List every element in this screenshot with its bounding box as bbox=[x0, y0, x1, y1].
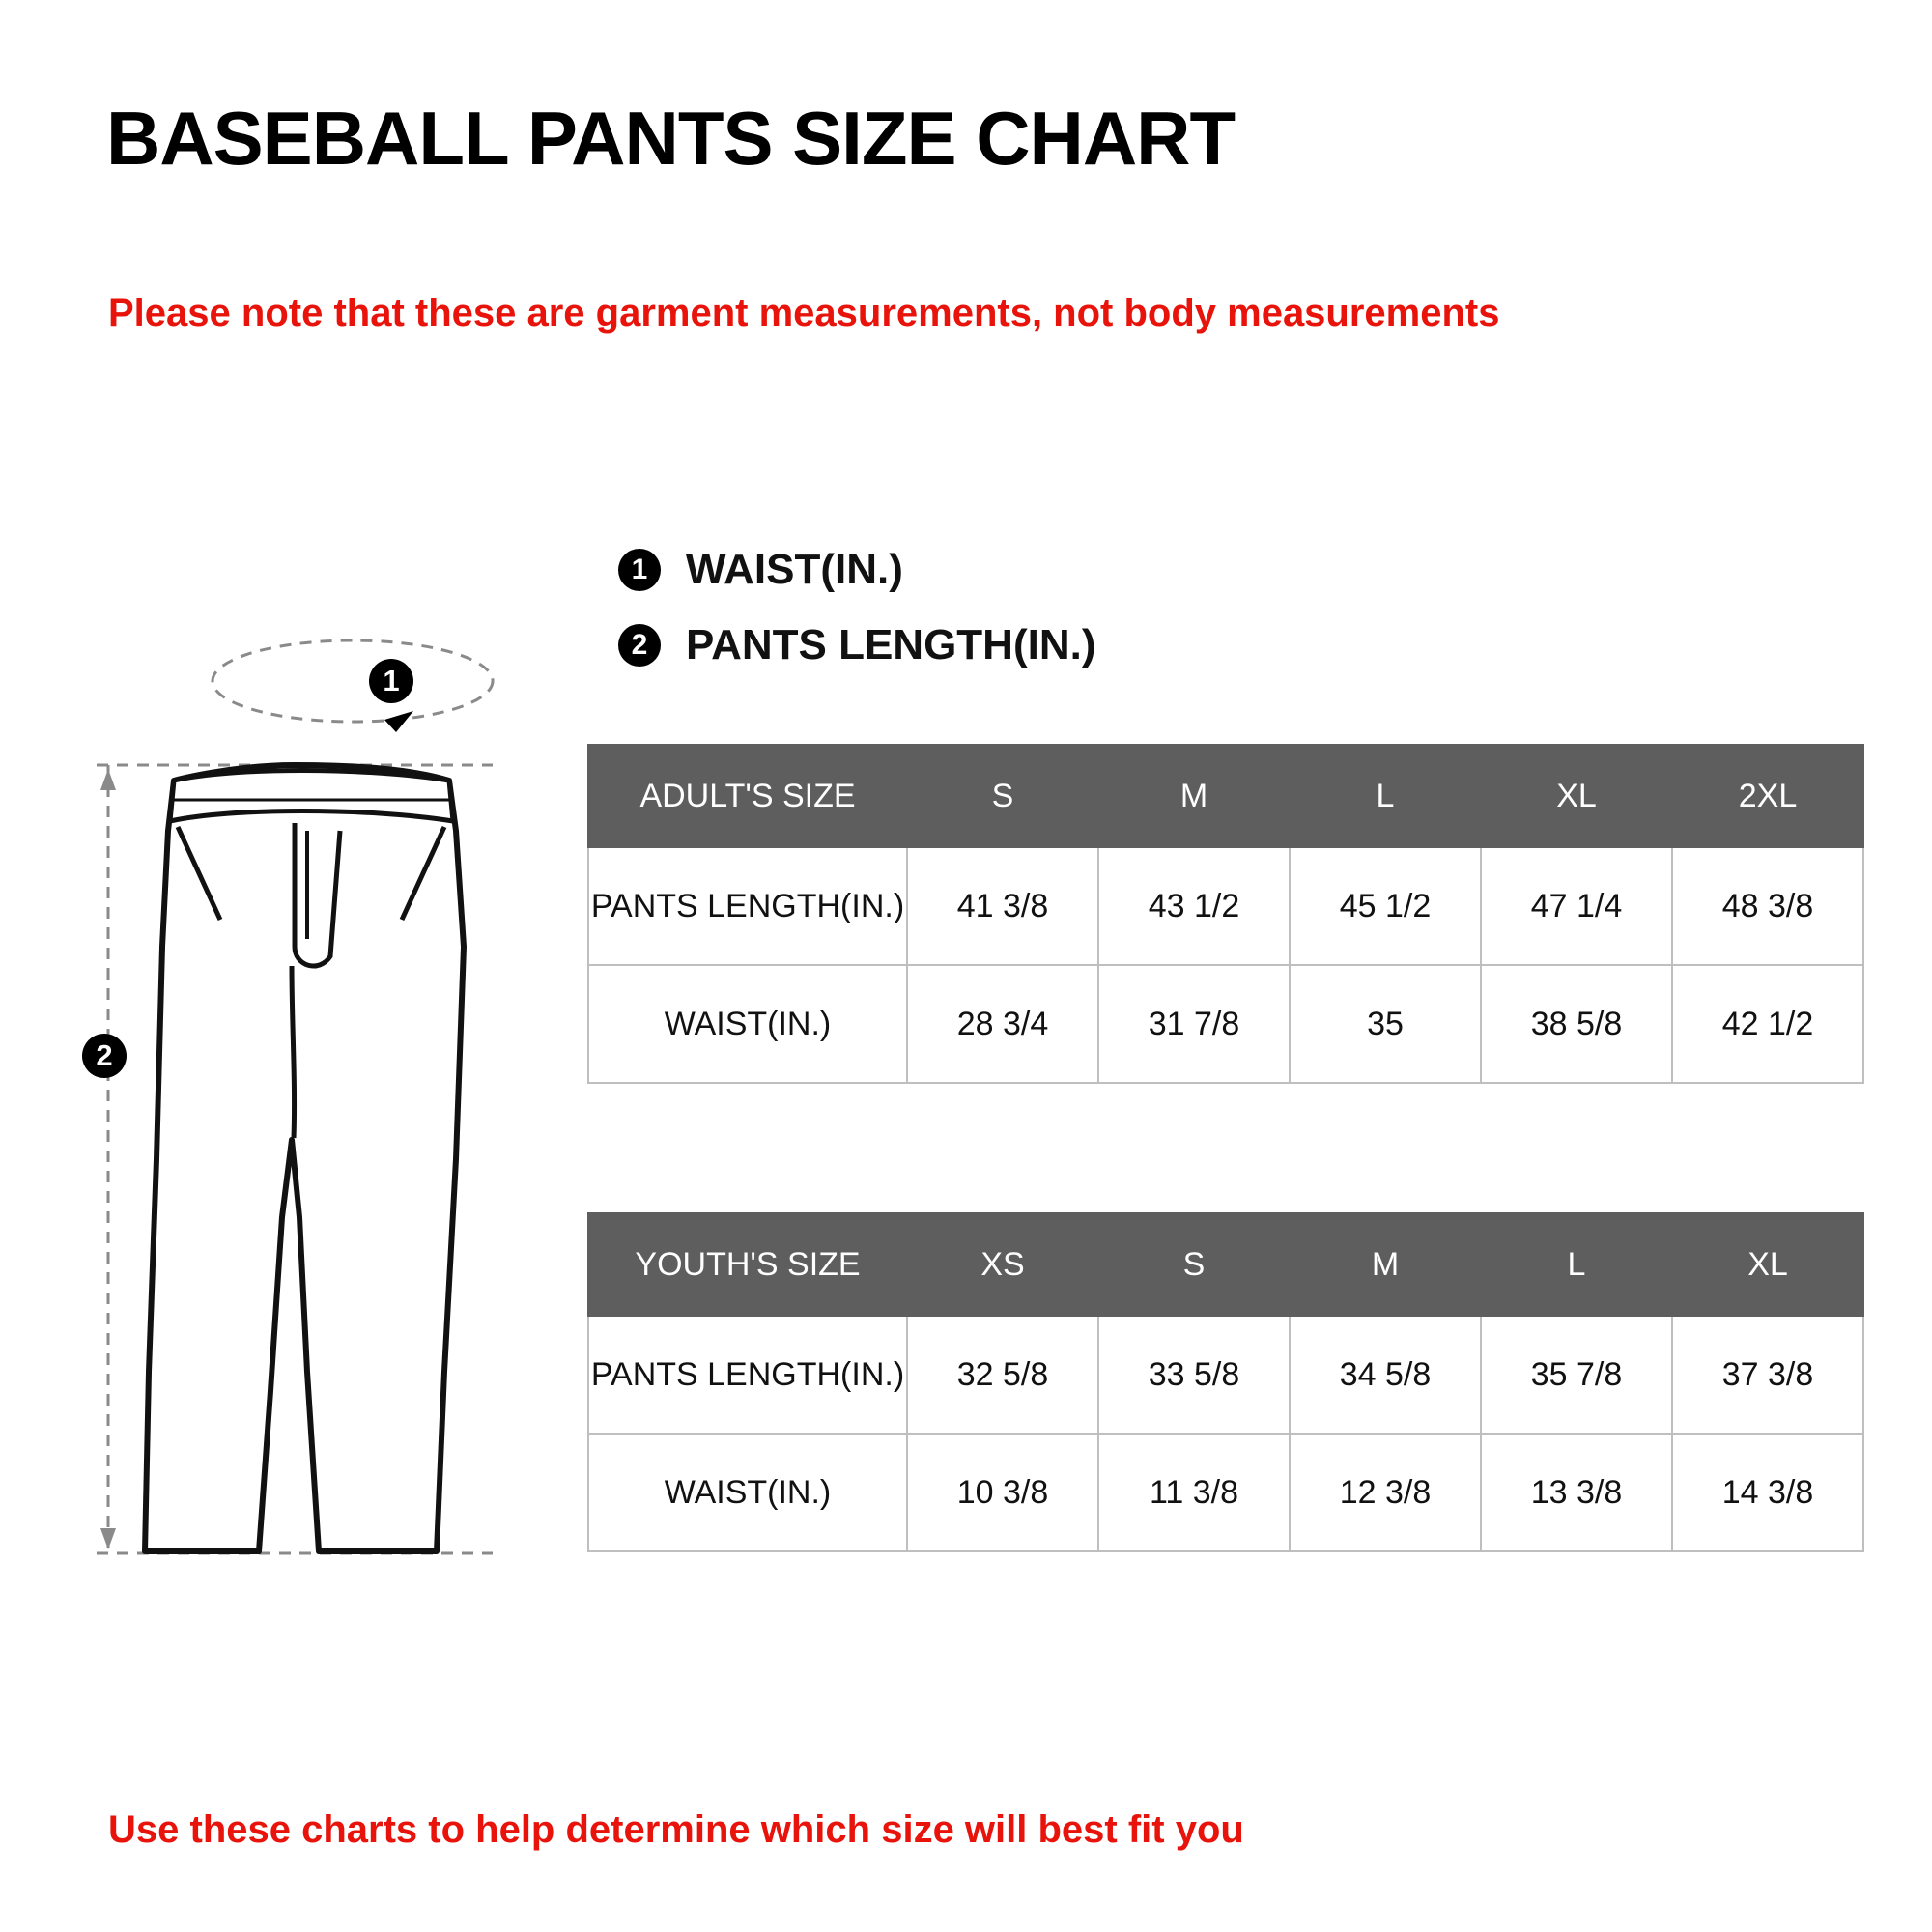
legend-label-pants-length: PANTS LENGTH(IN.) bbox=[686, 621, 1096, 668]
youth-size-header: YOUTH'S SIZE bbox=[588, 1213, 907, 1316]
footer-note: Use these charts to help determine which size will best fit you bbox=[108, 1808, 1244, 1851]
adult-waist-m: 31 7/8 bbox=[1098, 965, 1290, 1083]
youth-waist-xl: 14 3/8 bbox=[1672, 1434, 1863, 1551]
youth-col-xl: XL bbox=[1672, 1213, 1863, 1316]
table-row bbox=[588, 1316, 1863, 1434]
adult-waist-2xl: 42 1/2 bbox=[1672, 965, 1863, 1083]
adult-row-label-waist: WAIST(IN.) bbox=[588, 965, 907, 1083]
youth-length-xl: 37 3/8 bbox=[1672, 1316, 1863, 1434]
youth-col-l: L bbox=[1481, 1213, 1672, 1316]
adult-col-s: S bbox=[907, 745, 1098, 847]
legend-label-waist: WAIST(IN.) bbox=[686, 546, 903, 593]
table-header-row bbox=[588, 745, 1863, 847]
adult-length-l: 45 1/2 bbox=[1290, 847, 1481, 965]
youth-waist-l: 13 3/8 bbox=[1481, 1434, 1672, 1551]
youth-length-s: 33 5/8 bbox=[1098, 1316, 1290, 1434]
diagram-marker-2: 2 bbox=[82, 1034, 127, 1078]
youth-size-table bbox=[587, 1212, 1864, 1552]
adult-length-s: 41 3/8 bbox=[907, 847, 1098, 965]
table-row bbox=[588, 965, 1863, 1083]
adult-length-xl: 47 1/4 bbox=[1481, 847, 1672, 965]
youth-length-l: 35 7/8 bbox=[1481, 1316, 1672, 1434]
adult-length-m: 43 1/2 bbox=[1098, 847, 1290, 965]
youth-row-label-pants-length: PANTS LENGTH(IN.) bbox=[588, 1316, 907, 1434]
youth-length-xs: 32 5/8 bbox=[907, 1316, 1098, 1434]
youth-waist-xs: 10 3/8 bbox=[907, 1434, 1098, 1551]
adult-size-table bbox=[587, 744, 1864, 1084]
youth-waist-m: 12 3/8 bbox=[1290, 1434, 1481, 1551]
adult-col-2xl: 2XL bbox=[1672, 745, 1863, 847]
youth-col-s: S bbox=[1098, 1213, 1290, 1316]
pants-illustration-svg bbox=[77, 541, 580, 1642]
adult-waist-l: 35 bbox=[1290, 965, 1481, 1083]
youth-col-m: M bbox=[1290, 1213, 1481, 1316]
measurement-legend bbox=[618, 546, 1096, 696]
adult-waist-s: 28 3/4 bbox=[907, 965, 1098, 1083]
pants-diagram bbox=[77, 541, 580, 1642]
adult-size-header: ADULT'S SIZE bbox=[588, 745, 907, 847]
adult-length-2xl: 48 3/8 bbox=[1672, 847, 1863, 965]
marker-2-icon: 2 bbox=[618, 624, 661, 667]
adult-col-l: L bbox=[1290, 745, 1481, 847]
garment-measurement-note: Please note that these are garment measurements, not body measurements bbox=[108, 292, 1500, 334]
youth-waist-s: 11 3/8 bbox=[1098, 1434, 1290, 1551]
legend-item-pants-length bbox=[618, 621, 1096, 669]
table-header-row bbox=[588, 1213, 1863, 1316]
youth-row-label-waist: WAIST(IN.) bbox=[588, 1434, 907, 1551]
table-row bbox=[588, 1434, 1863, 1551]
youth-length-m: 34 5/8 bbox=[1290, 1316, 1481, 1434]
adult-col-m: M bbox=[1098, 745, 1290, 847]
page-title: BASEBALL PANTS SIZE CHART bbox=[106, 96, 1236, 181]
legend-item-waist bbox=[618, 546, 1096, 594]
youth-col-xs: XS bbox=[907, 1213, 1098, 1316]
table-row bbox=[588, 847, 1863, 965]
adult-col-xl: XL bbox=[1481, 745, 1672, 847]
marker-1-icon: 1 bbox=[618, 549, 661, 591]
diagram-marker-1: 1 bbox=[369, 659, 413, 703]
adult-waist-xl: 38 5/8 bbox=[1481, 965, 1672, 1083]
adult-row-label-pants-length: PANTS LENGTH(IN.) bbox=[588, 847, 907, 965]
